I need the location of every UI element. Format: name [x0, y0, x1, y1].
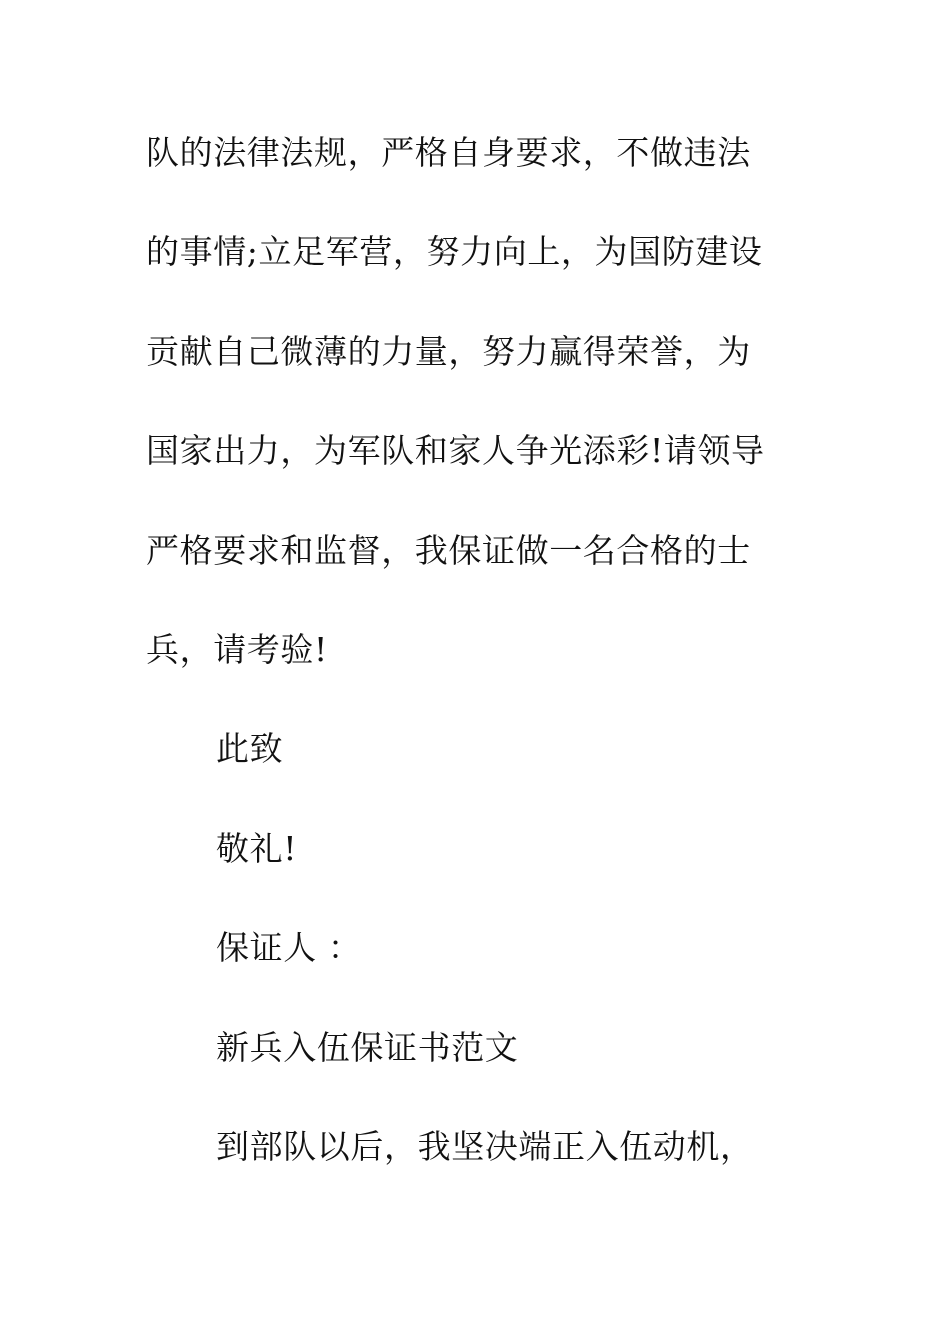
body-text-line: 贡献自己微薄的力量，努力赢得荣誉，为 [146, 332, 751, 371]
closing-salutation: 此致 [216, 729, 284, 768]
body-text-line: 严格要求和监督，我保证做一名合格的士 [146, 531, 751, 570]
body-text-line: 的事情;立足军营，努力向上，为国防建设 [146, 232, 763, 271]
closing-regards: 敬礼! [216, 829, 298, 868]
body-text-line: 国家出力，为军队和家人争光添彩!请领导 [146, 431, 765, 470]
body-text-line: 兵，请考验! [146, 630, 328, 669]
section-heading: 新兵入伍保证书范文 [216, 1028, 519, 1067]
body-text-line: 队的法律法规，严格自身要求，不做违法 [146, 133, 751, 172]
guarantor-signature-line: 保证人 ： [216, 928, 362, 967]
body-text-line: 到部队以后，我坚决端正入伍动机， [216, 1127, 754, 1166]
